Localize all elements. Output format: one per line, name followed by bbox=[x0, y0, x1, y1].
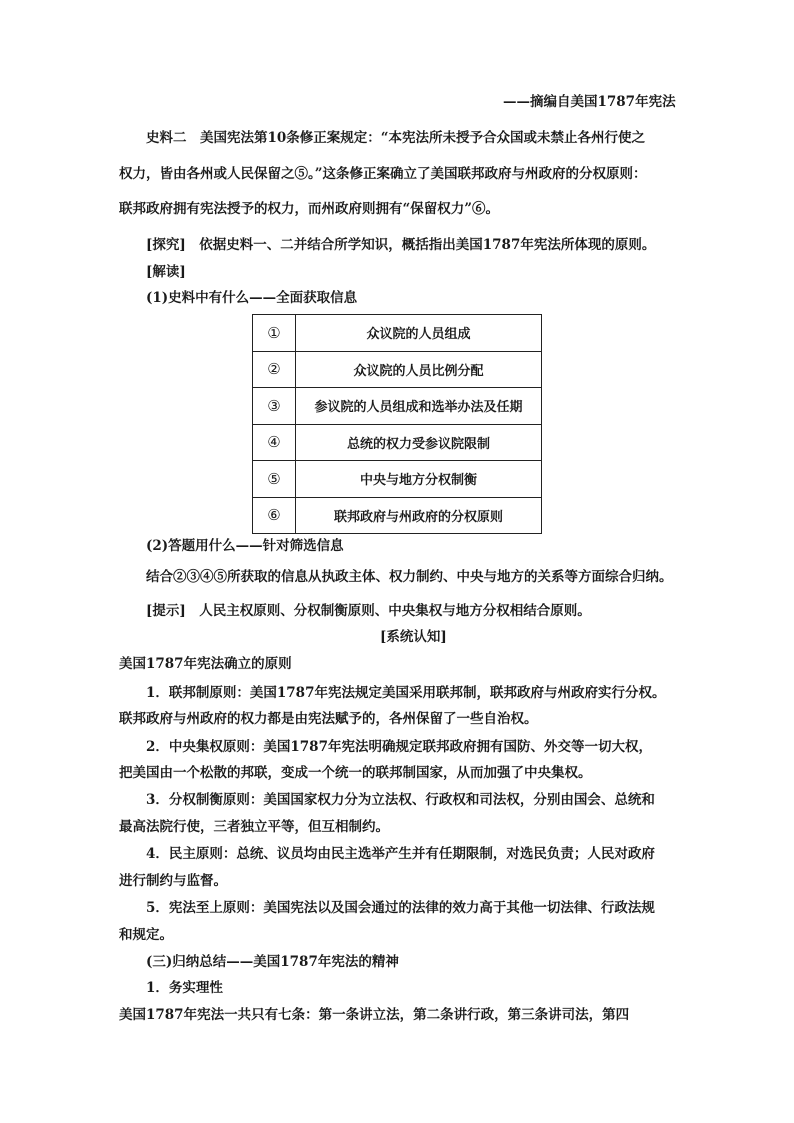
table-row bbox=[253, 497, 542, 534]
row-number: ③ bbox=[253, 388, 296, 425]
row-text: 参议院的人员组成和选举办法及任期 bbox=[296, 388, 542, 425]
principle-3-line-1: 3．分权制衡原则：美国国家权力分为立法权、行政权和司法权，分别由国会、总统和 bbox=[146, 792, 655, 808]
row-number: ② bbox=[253, 351, 296, 388]
step-2-heading: (2)答题用什么——针对筛选信息 bbox=[146, 538, 344, 554]
row-number: ④ bbox=[253, 424, 296, 461]
material-2-line-2: 权力，皆由各州或人民保留之⑤。”这条修正案确立了美国联邦政府与州政府的分权原则： bbox=[119, 166, 647, 182]
principle-5-line-2: 和规定。 bbox=[119, 927, 173, 943]
material-2-line-1: 史料二 美国宪法第10条修正案规定：“本宪法所未授予合众国或未禁止各州行使之 bbox=[146, 130, 646, 146]
practical-heading: 1．务实理性 bbox=[146, 980, 223, 996]
table-row bbox=[253, 315, 542, 352]
row-text: 众议院的人员组成 bbox=[296, 315, 542, 352]
row-number: ⑥ bbox=[253, 497, 296, 534]
system-cognition-title: [系统认知] bbox=[380, 629, 447, 645]
principle-1-line-1: 1．联邦制原则：美国1787年宪法规定美国采用联邦制，联邦政府与州政府实行分权。 bbox=[146, 685, 666, 701]
table-row bbox=[253, 461, 542, 498]
table-row bbox=[253, 388, 542, 425]
info-table bbox=[252, 314, 542, 534]
row-text: 中央与地方分权制衡 bbox=[296, 461, 542, 498]
hint-text: [提示] 人民主权原则、分权制衡原则、中央集权与地方分权相结合原则。 bbox=[146, 603, 591, 619]
row-text: 联邦政府与州政府的分权原则 bbox=[296, 497, 542, 534]
row-number: ⑤ bbox=[253, 461, 296, 498]
summary-heading: (三)归纳总结——美国1787年宪法的精神 bbox=[146, 954, 399, 970]
step-1-heading: (1)史料中有什么——全面获取信息 bbox=[146, 290, 358, 306]
interpret-label: [解读] bbox=[146, 264, 186, 280]
combine-instruction: 结合②③④⑤所获取的信息从执政主体、权力制约、中央与地方的关系等方面综合归纳。 bbox=[146, 569, 673, 585]
row-text: 总统的权力受参议院限制 bbox=[296, 424, 542, 461]
explore-question: [探究] 依据史料一、二并结合所学知识，概括指出美国1787年宪法所体现的原则。 bbox=[146, 237, 656, 253]
material-2-line-3: 联邦政府拥有宪法授予的权力，而州政府则拥有“保留权力”⑥。 bbox=[119, 201, 500, 217]
principles-title: 美国1787年宪法确立的原则 bbox=[119, 656, 292, 672]
principle-2-line-2: 把美国由一个松散的邦联，变成一个统一的联邦制国家，从而加强了中央集权。 bbox=[119, 765, 592, 781]
principle-1-line-2: 联邦政府与州政府的权力都是由宪法赋予的，各州保留了一些自治权。 bbox=[119, 711, 538, 727]
principle-3-line-2: 最高法院行使，三者独立平等，但互相制约。 bbox=[119, 819, 389, 835]
table-row bbox=[253, 351, 542, 388]
principle-2-line-1: 2．中央集权原则：美国1787年宪法明确规定联邦政府拥有国防、外交等一切大权， bbox=[146, 739, 652, 755]
principle-4-line-1: 4．民主原则：总统、议员均由民主选举产生并有任期限制，对选民负责；人民对政府 bbox=[146, 846, 655, 862]
source-citation: ——摘编自美国1787年宪法 bbox=[503, 94, 676, 110]
principle-4-line-2: 进行制约与监督。 bbox=[119, 873, 227, 889]
principle-5-line-1: 5．宪法至上原则：美国宪法以及国会通过的法律的效力高于其他一切法律、行政法规 bbox=[146, 900, 655, 916]
constitution-articles-line: 美国1787年宪法一共只有七条：第一条讲立法，第二条讲行政，第三条讲司法，第四 bbox=[119, 1007, 630, 1023]
table-row bbox=[253, 424, 542, 461]
row-text: 众议院的人员比例分配 bbox=[296, 351, 542, 388]
row-number: ① bbox=[253, 315, 296, 352]
